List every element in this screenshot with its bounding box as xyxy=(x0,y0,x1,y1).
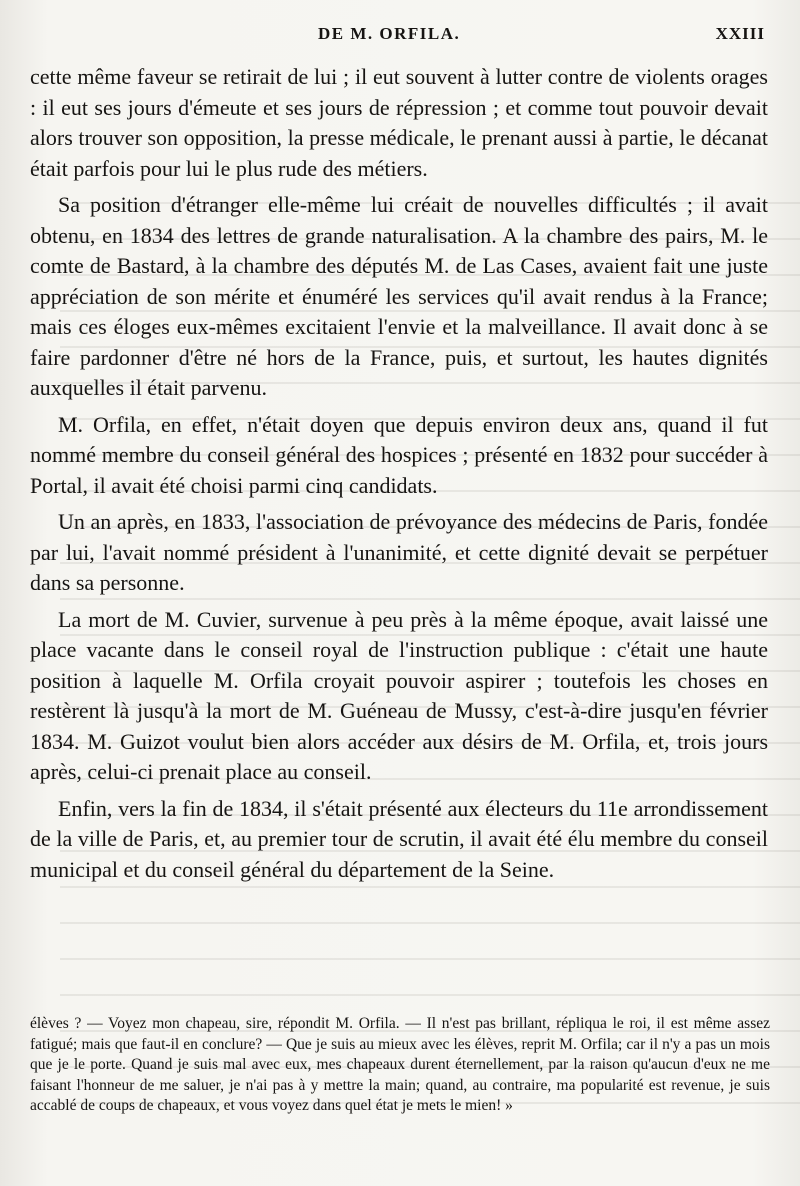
paragraph: Sa position d'étranger elle-même lui créait de nouvelles difficultés ; il avait obtenu, en 1834 des lettres de grande naturalisation. A la chambre des pairs, M. le comte de Bastard, à la chambre des députés M. de Las Cases, avaient fait une juste appréciation de son mérite et énuméré les services qu'il avait rendus à la France; mais ces éloges eux-mêmes excitaient l'envie et la malveillance. Il avait donc à se faire pardonner d'être né hors de la France, puis, et surtout, les hautes dignités auxquelles il était parvenu. xyxy=(30,192,768,400)
paragraph: M. Orfila, en effet, n'était doyen que depuis environ deux ans, quand il fut nommé membre du conseil général des hospices ; présenté en 1832 pour succéder à Portal, il avait été choisi parmi cinq candidats. xyxy=(30,411,768,498)
page-number: XXIII xyxy=(715,24,765,43)
paragraph: Un an après, en 1833, l'association de prévoyance des médecins de Paris, fondée par lui, l'avait nommé président à l'unanimité, et cette dignité devait se perpétuer dans sa personne. xyxy=(30,509,768,595)
footnote-text: élèves ? — Voyez mon chapeau, sire, répondit M. Orfila. — Il n'est pas brillant, répliqua le roi, il est même assez fatigué; mais que faut-il en conclure? — Que je suis au mieux avec les élèves, reprit M. Orfila; car il n'y a pas un mois que je le porte. Quand je suis mal avec eux, mes chapeaux durent éternellement, par la raison qu'aucun d'eux ne me faisant l'honneur de me saluer, je n'ai pas à y mettre la main; quand, au contraire, ma popularité est revenue, je suis accablé de coups de chapeaux, et vous voyez dans quel état je mets le mien! » xyxy=(30,1015,770,1114)
running-title: DE M. ORFILA. xyxy=(318,24,461,43)
paragraph: La mort de M. Cuvier, survenue à peu près à la même époque, avait laissé une place vacante dans le conseil royal de l'instruction publique : c'était une haute position à laquelle M. Orfila croyait pouvoir aspirer ; toutefois les choses en restèrent là jusqu'à la mort de M. Guéneau de Mussy, c'est-à-dire jusqu'en février 1834. M. Guizot voulut bien alors accéder aux désirs de M. Orfila, et, trois jours après, celui-ci prenait place au conseil. xyxy=(30,606,768,784)
main-text xyxy=(30,62,768,891)
paragraph: Enfin, vers la fin de 1834, il s'était présenté aux électeurs du 11e arrondissement de la ville de Paris, et, au premier tour de scrutin, il avait été élu membre du conseil municipal et du conseil général du département de la Seine. xyxy=(30,795,768,882)
page-header xyxy=(0,24,800,44)
footnote xyxy=(30,1014,770,1117)
paragraph: cette même faveur se retirait de lui ; il eut souvent à lutter contre de violents orages : il eut ses jours d'émeute et ses jours de répression ; et comme tout pouvoir devait alors trouver son opposition, la presse médicale, le prenant aussi à partie, le décanat était parfois pour lui le plus rude des métiers. xyxy=(30,64,768,181)
